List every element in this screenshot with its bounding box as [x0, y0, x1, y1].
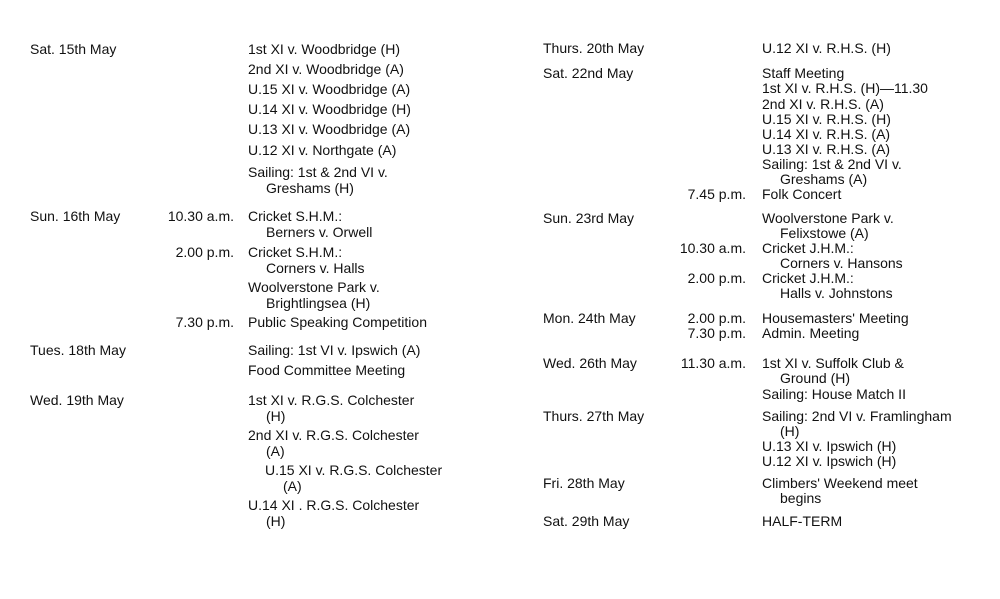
fixture-date: Sun. 23rd May: [543, 210, 635, 226]
fixture-event: 2nd XI v. R.H.S. (A): [762, 96, 884, 112]
fixture-time: 7.30 p.m.: [687, 325, 746, 341]
fixture-event: Folk Concert: [762, 186, 842, 202]
fixture-event-continued: (A): [283, 478, 302, 494]
fixture-event: U.15 XI v. Woodbridge (A): [248, 81, 411, 97]
fixture-event-continued: Corners v. Halls: [266, 260, 365, 276]
fixture-time: 10.30 a.m.: [679, 240, 746, 256]
fixture-event: Cricket J.H.M.:: [762, 240, 854, 256]
fixture-event: Cricket S.H.M.:: [248, 208, 343, 224]
fixture-event: Food Committee Meeting: [248, 362, 406, 378]
fixture-event: 1st XI v. R.H.S. (H)—11.30: [762, 80, 928, 96]
fixture-event: 2nd XI v. R.G.S. Colchester: [248, 427, 419, 443]
fixture-time: 2.00 p.m.: [687, 310, 746, 326]
fixture-date: Sat. 22nd May: [543, 65, 634, 81]
fixture-event: U.12 XI v. R.H.S. (H): [762, 40, 891, 56]
fixture-event: U.12 XI v. Northgate (A): [248, 142, 397, 158]
fixture-event: Sailing: 1st VI v. Ipswich (A): [248, 342, 421, 358]
fixture-date: Wed. 26th May: [543, 355, 637, 371]
fixture-date: Wed. 19th May: [30, 392, 124, 408]
fixture-date: Sat. 15th May: [30, 41, 117, 57]
fixture-event: U.14 XI v. Woodbridge (H): [248, 101, 411, 117]
fixture-time: 2.00 p.m.: [175, 244, 234, 260]
fixture-event: U.14 XI . R.G.S. Colchester: [248, 497, 420, 513]
fixture-event: Cricket J.H.M.:: [762, 270, 854, 286]
fixture-event: HALF-TERM: [762, 513, 843, 529]
fixture-event: U.13 XI v. R.H.S. (A): [762, 141, 891, 157]
fixture-event-continued: (H): [266, 513, 286, 529]
fixture-event: U.13 XI v. Woodbridge (A): [248, 121, 411, 137]
fixture-event: 1st XI v. Suffolk Club &: [762, 355, 904, 371]
fixture-event-continued: (A): [266, 443, 285, 459]
fixture-time: 2.00 p.m.: [687, 270, 746, 286]
fixture-event: 1st XI v. R.G.S. Colchester: [248, 392, 415, 408]
fixture-time: 7.30 p.m.: [175, 314, 234, 330]
fixture-event: Sailing: 1st & 2nd VI v.: [248, 164, 388, 180]
fixture-event-continued: Corners v. Hansons: [780, 255, 903, 271]
fixture-date: Mon. 24th May: [543, 310, 636, 326]
fixture-event: Staff Meeting: [762, 65, 845, 81]
fixture-time: 11.30 a.m.: [680, 355, 746, 371]
fixture-date: Thurs. 27th May: [543, 408, 645, 424]
fixture-time: 7.45 p.m.: [687, 186, 746, 202]
fixture-event: Sailing: House Match II: [762, 386, 906, 402]
fixture-event-continued: Greshams (H): [266, 180, 354, 196]
fixture-event-continued: begins: [780, 490, 822, 506]
fixture-event-continued: Felixstowe (A): [780, 225, 869, 241]
fixture-event: U.14 XI v. R.H.S. (A): [762, 126, 891, 142]
fixture-date: Tues. 18th May: [30, 342, 126, 358]
fixture-event: U.12 XI v. Ipswich (H): [762, 453, 897, 469]
fixture-date: Thurs. 20th May: [543, 40, 645, 56]
fixture-event: U.15 XI v. R.G.S. Colchester: [265, 462, 443, 478]
fixture-event: 1st XI v. Woodbridge (H): [248, 41, 400, 57]
fixture-event: 2nd XI v. Woodbridge (A): [248, 61, 404, 77]
fixture-event: Woolverstone Park v.: [762, 210, 894, 226]
fixture-event-continued: (H): [266, 408, 286, 424]
fixture-event: U.13 XI v. Ipswich (H): [762, 438, 897, 454]
fixture-event-continued: Greshams (A): [780, 171, 868, 187]
fixture-event: Woolverstone Park v.: [248, 279, 380, 295]
fixture-event: Sailing: 1st & 2nd VI v.: [762, 156, 902, 172]
fixture-event: Sailing: 2nd VI v. Framlingham: [762, 408, 952, 424]
fixture-event: U.15 XI v. R.H.S. (H): [762, 111, 891, 127]
fixture-event-continued: (H): [780, 423, 800, 439]
fixture-time: 10.30 a.m.: [167, 208, 234, 224]
fixture-date: Sun. 16th May: [30, 208, 121, 224]
fixture-event: Housemasters' Meeting: [762, 310, 909, 326]
fixture-event-continued: Berners v. Orwell: [266, 224, 373, 240]
fixture-event: Climbers' Weekend meet: [762, 475, 918, 491]
fixture-event-continued: Brightlingsea (H): [266, 295, 371, 311]
fixture-date: Sat. 29th May: [543, 513, 630, 529]
fixture-event: Cricket S.H.M.:: [248, 244, 343, 260]
fixture-event-continued: Halls v. Johnstons: [780, 285, 893, 301]
fixture-event-continued: Ground (H): [780, 370, 851, 386]
fixture-date: Fri. 28th May: [543, 475, 625, 491]
fixture-event: Public Speaking Competition: [248, 314, 427, 330]
fixture-event: Admin. Meeting: [762, 325, 860, 341]
